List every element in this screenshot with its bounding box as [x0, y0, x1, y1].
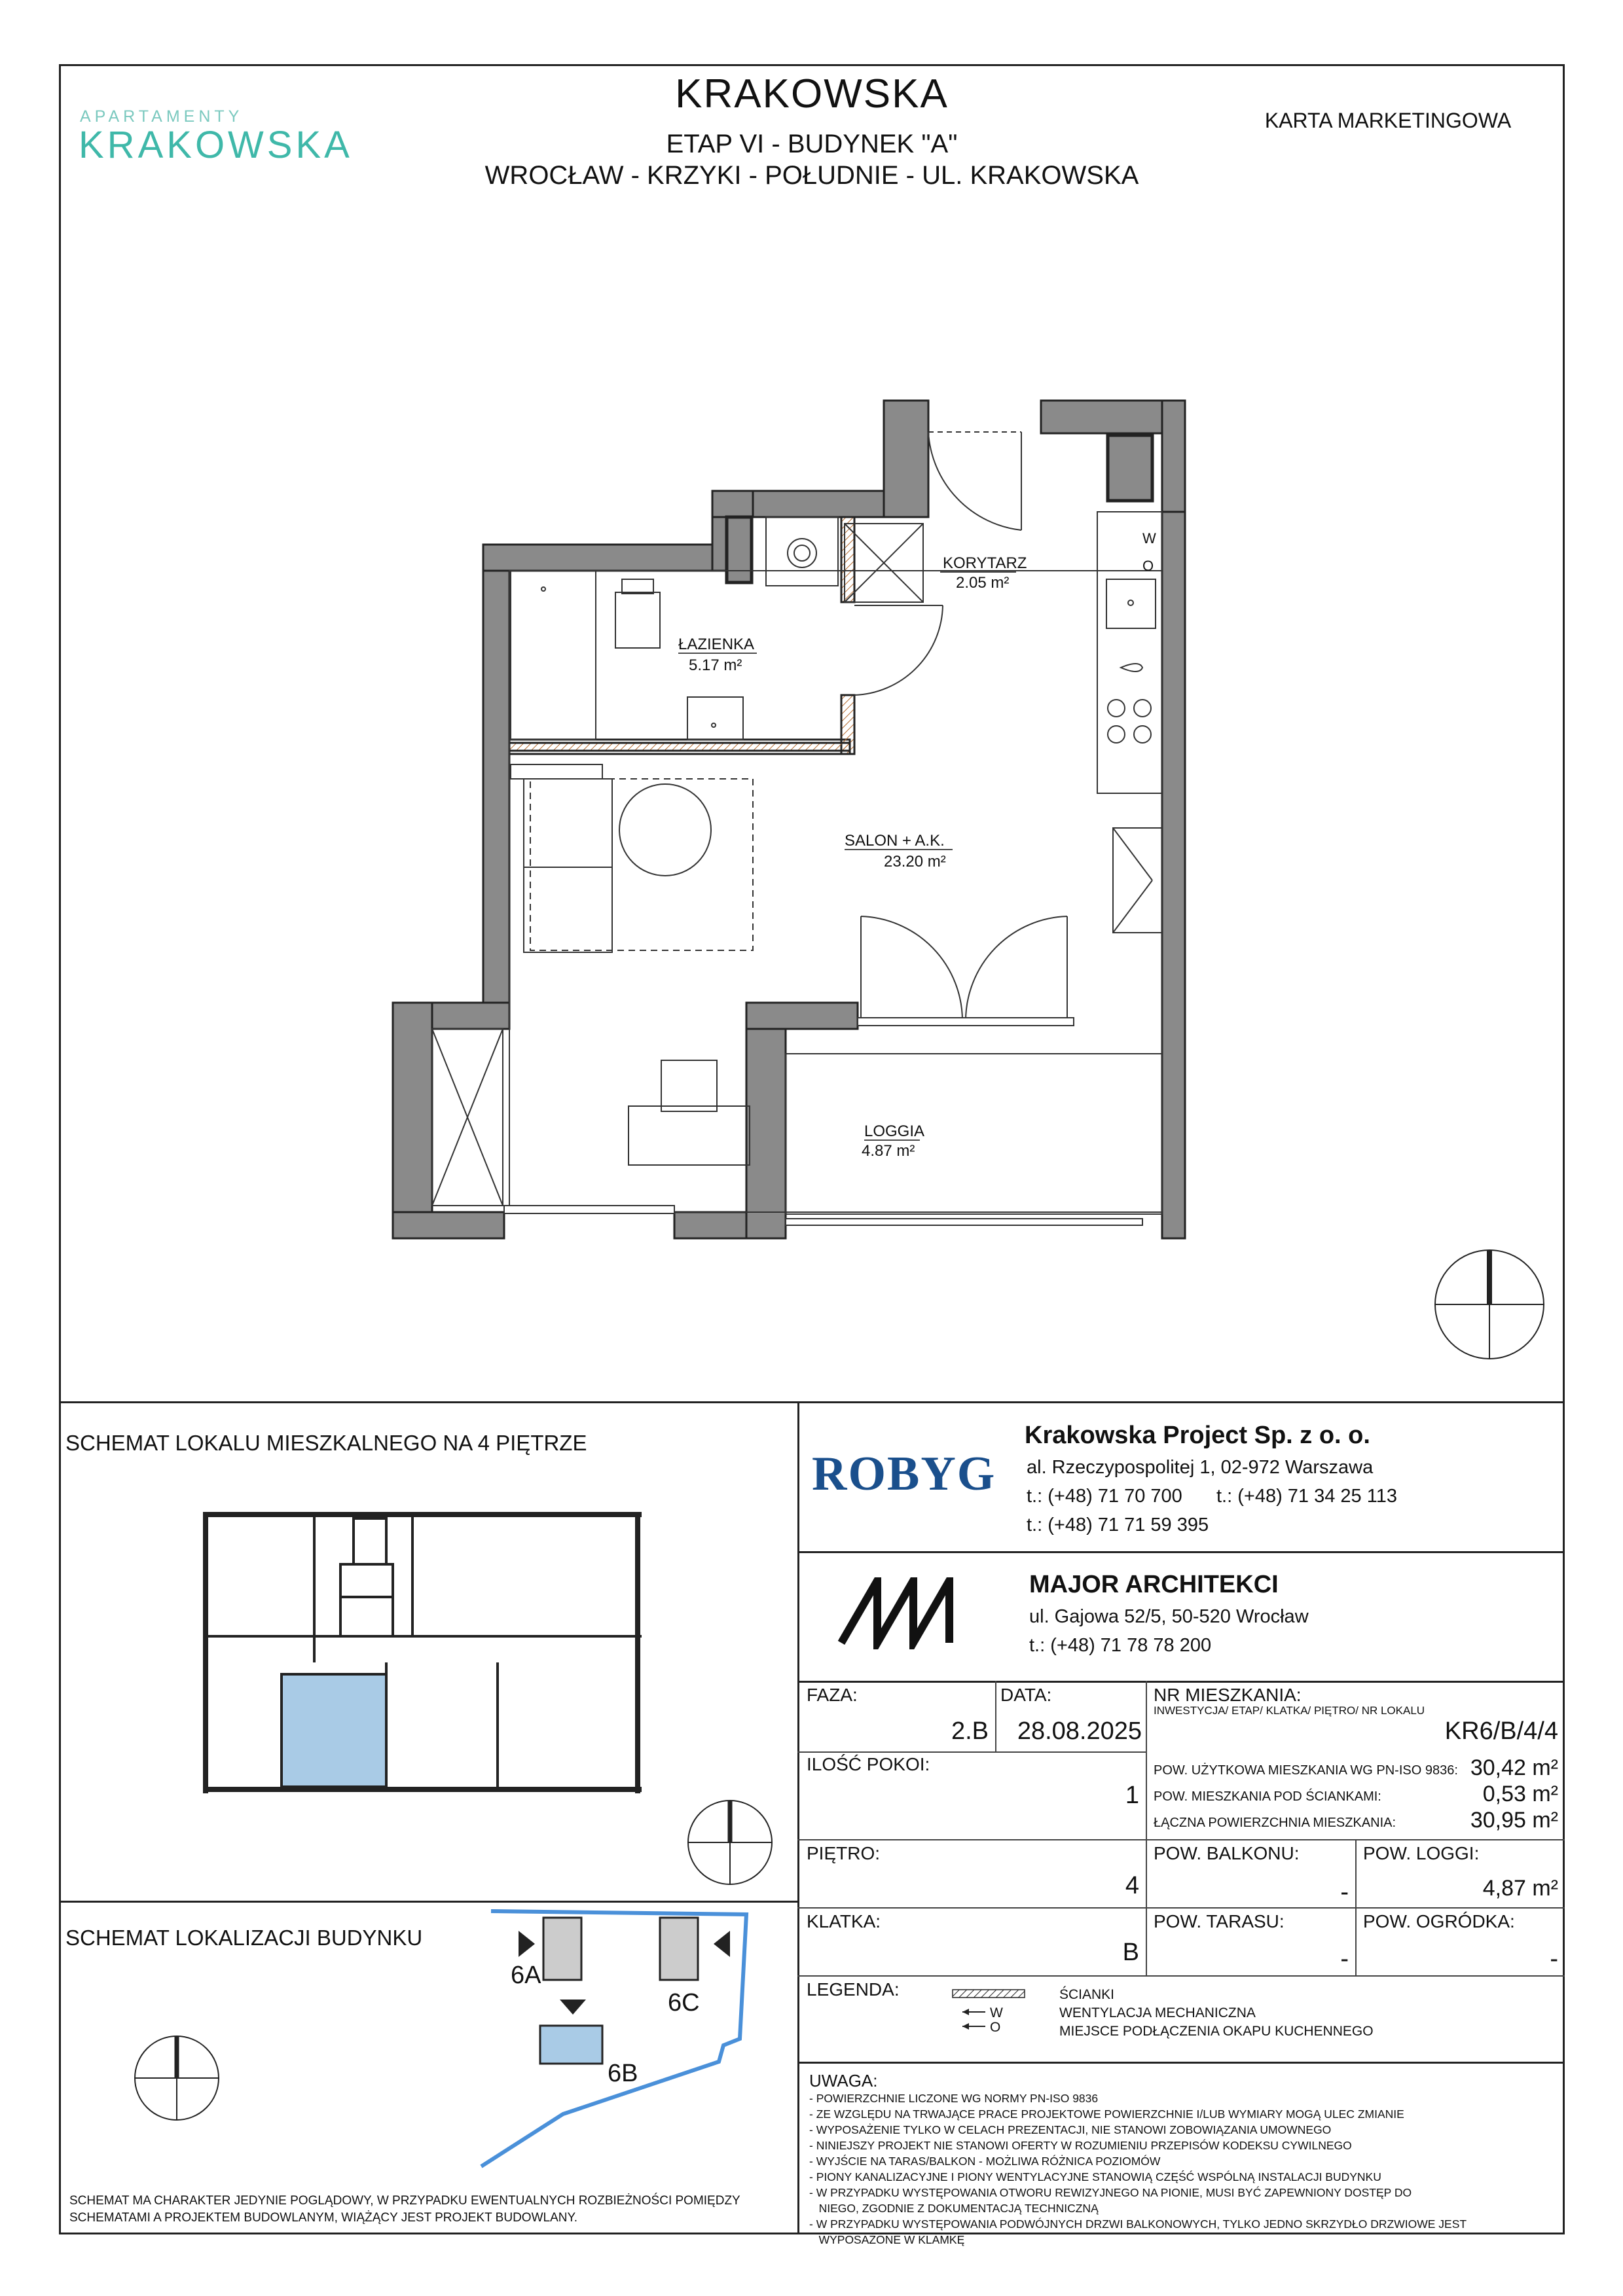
- location-schema-title: SCHEMAT LOKALIZACJI BUDYNKU: [65, 1926, 423, 1950]
- nr-value: KR6/B/4/4: [1444, 1717, 1558, 1745]
- taras-label: POW. TARASU:: [1154, 1911, 1285, 1931]
- developer-phone-3: t.: (+48) 71 71 59 395: [1027, 1515, 1209, 1535]
- developer-address: al. Rzeczypospolitej 1, 02-972 Warszawa: [1027, 1457, 1374, 1478]
- faza-value: 2.B: [951, 1717, 989, 1745]
- project-stage: ETAP VI - BUDYNEK "A": [666, 130, 958, 158]
- uwaga-line: WYPOSAŻONE W KLAMKĘ: [809, 2233, 965, 2246]
- floor-schema: [190, 1499, 648, 1800]
- location-north-icon: [128, 2029, 226, 2127]
- kitchen-fixtures: [1097, 512, 1162, 933]
- info-row-4: [797, 1975, 1565, 1977]
- developer-name: Krakowska Project Sp. z o. o.: [1025, 1422, 1370, 1449]
- location-schema-note: SCHEMAT MA CHARAKTER JEDYNIE POGLĄDOWY, W PRZYPADKU EWENTUALNYCH ROZBIEŻNOŚCI POMIĘDZY SCHEMATAMI A PROJEKTEM BUDOWLANYM, WIĄŻĄCY JEST PROJEKT BUDOWLANY.: [69, 2194, 740, 2225]
- kitchen-vent-marks: [1142, 530, 1156, 574]
- location-building-6c: [660, 1918, 698, 1980]
- floor-schema-north-icon: [681, 1793, 779, 1892]
- divider-main: [59, 1401, 1565, 1403]
- uwaga-line: - WYPOSAŻENIE TYLKO W CELACH PREZENTACJI, NIE STANOWI ZOBOWIĄZANIA UMOWNEGO: [809, 2123, 1332, 2136]
- room-area-salon: 23.20 m²: [884, 853, 946, 870]
- architect-address: ul. Gajowa 52/5, 50-520 Wrocław: [1029, 1606, 1309, 1627]
- vent-mark-o: O: [1142, 558, 1154, 574]
- klatka-label: KLATKA:: [807, 1911, 881, 1931]
- balkon-value: -: [1340, 1878, 1349, 1906]
- divider-legend: [797, 2062, 1565, 2064]
- nr-sublabel: INWESTYCJA/ ETAP/ KLATKA/ PIĘTRO/ NR LOKALU: [1154, 1704, 1425, 1717]
- legend-item-ventilation: WENTYLACJA MECHANICZNA: [1059, 2005, 1256, 2020]
- nr-label: NR MIESZKANIA:: [1154, 1685, 1302, 1705]
- info-col-b: [1146, 1681, 1147, 1975]
- uwaga-line: - NINIEJSZY PROJEKT NIE STANOWI OFERTY W ROZUMIENIU PRZEPISÓW KODEKSU CYWILNEGO: [809, 2139, 1352, 2152]
- room-labels: [678, 554, 1027, 1160]
- floor-schema-unit: [282, 1674, 386, 1787]
- faza-label: FAZA:: [807, 1685, 858, 1705]
- living-furniture: [432, 764, 753, 1206]
- legend-mark-w: W: [990, 2005, 1003, 2020]
- ogrodek-value: -: [1550, 1945, 1558, 1973]
- area-walls-label: POW. MIESZKANIA POD ŚCIANKAMI:: [1154, 1789, 1381, 1804]
- vent-mark-w: W: [1142, 530, 1156, 547]
- architect-name: MAJOR ARCHITEKCI: [1029, 1571, 1279, 1598]
- data-value: 28.08.2025: [1017, 1717, 1142, 1745]
- area-total-label: ŁĄCZNA POWIERZCHNIA MIESZKANIA:: [1154, 1816, 1396, 1830]
- taras-value: -: [1340, 1945, 1349, 1973]
- windows: [504, 1018, 1142, 1225]
- uwaga-line: - PIONY KANALIZACYJNE I PIONY WENTYLACYJNE STANOWIĄ CZĘŚĆ WSPÓLNĄ INSTALACJI BUDYNKU: [809, 2170, 1381, 2183]
- uwaga-line: - ZE WZGLĘDU NA TRWAJĄCE PRACE PROJEKTOWE POWIERZCHNIE I/LUB WYMIARY MOGĄ ULEC ZMIANIE: [809, 2108, 1404, 2121]
- doors: [854, 432, 1067, 1021]
- uwaga-line: - POWIERZCHNIE LICZONE WG NORMY PN-ISO 9836: [809, 2092, 1099, 2105]
- north-arrow-icon: [1435, 1250, 1544, 1359]
- architect-phone: t.: (+48) 71 78 78 200: [1029, 1635, 1212, 1656]
- room-area-loggia: 4.87 m²: [862, 1142, 915, 1160]
- brand-logo-main-text: KRAKOWSKA: [79, 124, 353, 166]
- uwaga-title: UWAGA:: [809, 2071, 878, 2090]
- uwaga-line: - W PRZYPADKU WYSTĘPOWANIA OTWORU REWIZYJNEGO NA PIONIE, MUSI BYĆ ZAPEWNIONY DOSTĘP DO: [809, 2186, 1412, 2199]
- legend-mark-o: O: [990, 2020, 1001, 2035]
- location-schema: [458, 1905, 759, 2179]
- document-type: KARTA MARKETINGOWA: [1264, 109, 1512, 132]
- uwaga-line: - WYJŚCIE NA TARAS/BALKON - MOŻLIWA RÓŻNICA POZIOMÓW: [809, 2155, 1161, 2168]
- project-address: WROCŁAW - KRZYKI - POŁUDNIE - UL. KRAKOWSKA: [484, 161, 1139, 190]
- pokoi-value: 1: [1125, 1782, 1139, 1809]
- pietro-value: 4: [1125, 1872, 1139, 1899]
- architect-logo-icon: [838, 1577, 956, 1649]
- info-row-2: [797, 1839, 1565, 1840]
- divider-left-mid: [59, 1901, 799, 1903]
- developer-phone-1: t.: (+48) 71 70 700: [1027, 1486, 1182, 1507]
- legend-item-hood: MIEJSCE PODŁĄCZENIA OKAPU KUCHENNEGO: [1059, 2024, 1374, 2039]
- room-label-lazienka: ŁAZIENKA: [678, 636, 755, 653]
- brand-logo-small-text: APARTAMENTY: [80, 107, 244, 126]
- location-label-6a: 6A: [511, 1962, 541, 1989]
- loggia-value: 4,87 m²: [1482, 1876, 1558, 1901]
- area-usable-label: POW. UŻYTKOWA MIESZKANIA WG PN-ISO 9836:: [1154, 1763, 1458, 1778]
- loggia-label: POW. LOGGI:: [1363, 1843, 1480, 1863]
- ogrodek-label: POW. OGRÓDKA:: [1363, 1911, 1515, 1931]
- developer-logo: ROBYG: [812, 1447, 996, 1501]
- location-label-6c: 6C: [668, 1989, 700, 2017]
- location-building-6a: [543, 1918, 581, 1980]
- divider-vertical: [797, 1401, 799, 2234]
- room-area-korytarz: 2.05 m²: [956, 574, 1010, 592]
- vent-shaft: [1108, 435, 1152, 501]
- uwaga-list: [809, 2090, 1556, 2248]
- divider-arch: [797, 1681, 1565, 1683]
- balkon-label: POW. BALKONU:: [1154, 1843, 1300, 1863]
- room-area-lazienka: 5.17 m²: [689, 656, 742, 674]
- klatka-value: B: [1122, 1939, 1139, 1966]
- room-label-korytarz: KORYTARZ: [943, 554, 1027, 572]
- pietro-label: PIĘTRO:: [807, 1843, 881, 1863]
- divider-dev: [797, 1551, 1565, 1553]
- project-title: KRAKOWSKA: [675, 71, 949, 117]
- legend-item-walls: ŚCIANKI: [1059, 1987, 1115, 2002]
- pokoi-label: ILOŚĆ POKOI:: [807, 1754, 930, 1774]
- uwaga-line: NIEGO, ZGODNIE Z DOKUMENTACJĄ TECHNICZNĄ: [809, 2202, 1099, 2215]
- uwaga-line: - W PRZYPADKU WYSTĘPOWANIA PODWÓJNYCH DRZWI BALKONOWYCH, TYLKO JEDNO SKRZYDŁO DRZWIOWE JEST: [809, 2217, 1467, 2231]
- floor-schema-title: SCHEMAT LOKALU MIESZKALNEGO NA 4 PIĘTRZE: [65, 1431, 587, 1455]
- room-label-salon: SALON + A.K.: [845, 832, 945, 850]
- info-row-3: [797, 1907, 1565, 1909]
- area-usable-value: 30,42 m²: [1470, 1755, 1558, 1780]
- developer-phone-2: t.: (+48) 71 34 25 113: [1216, 1486, 1397, 1507]
- area-total-value: 30,95 m²: [1470, 1808, 1558, 1833]
- data-label: DATA:: [1000, 1685, 1052, 1705]
- room-label-loggia: LOGGIA: [864, 1122, 925, 1140]
- location-label-6b: 6B: [608, 2060, 638, 2087]
- exterior-walls: [393, 401, 1185, 1238]
- legend-wall-icon: [953, 1990, 1025, 1998]
- legend-title: LEGENDA:: [807, 1979, 900, 2000]
- area-walls-value: 0,53 m²: [1482, 1782, 1558, 1806]
- location-building-6b: [540, 2026, 602, 2064]
- info-row-1: [797, 1751, 1146, 1753]
